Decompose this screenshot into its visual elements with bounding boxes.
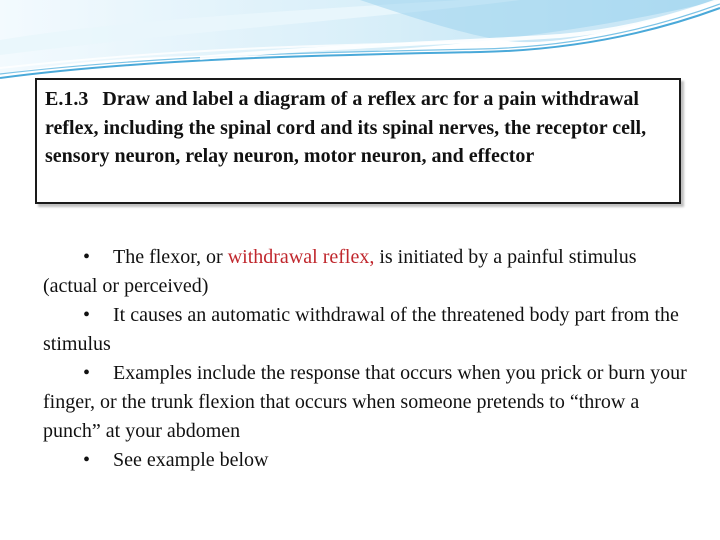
bullet-glyph: • bbox=[83, 246, 91, 268]
bullet-glyph: • bbox=[83, 362, 91, 384]
bullet-3-text: Examples include the response that occurs when you prick or burn your finger, or the trunk flexion that occurs when someone pretends to “throw a punch” at your abdomen bbox=[43, 362, 687, 442]
objective-text: Draw and label a diagram of a reflex arc for a pain withdrawal reflex, including the spinal cord and its spinal nerves, the receptor cell, sensory neuron, relay neuron, motor neuron, and effector bbox=[45, 88, 647, 167]
bullet-1-text-after: is initiated by a painful stimulus (actual or perceived) bbox=[43, 246, 637, 297]
bullet-glyph: • bbox=[83, 304, 91, 326]
highlight-term: withdrawal reflex, bbox=[227, 246, 375, 268]
header-wave-decoration bbox=[0, 0, 720, 90]
bullet-item-4 bbox=[43, 446, 693, 475]
bullet-list bbox=[43, 243, 693, 475]
objective-box bbox=[35, 78, 681, 204]
bullet-item-3 bbox=[43, 359, 693, 446]
bullet-2-text: It causes an automatic withdrawal of the threatened body part from the stimulus bbox=[43, 304, 679, 355]
objective-code: E.1.3 bbox=[45, 88, 89, 110]
bullet-item-1 bbox=[43, 243, 693, 301]
bullet-item-2 bbox=[43, 301, 693, 359]
bullet-4-text: See example below bbox=[113, 449, 269, 471]
bullet-1-text-before: The flexor, or bbox=[113, 246, 228, 268]
bullet-glyph: • bbox=[83, 449, 91, 471]
